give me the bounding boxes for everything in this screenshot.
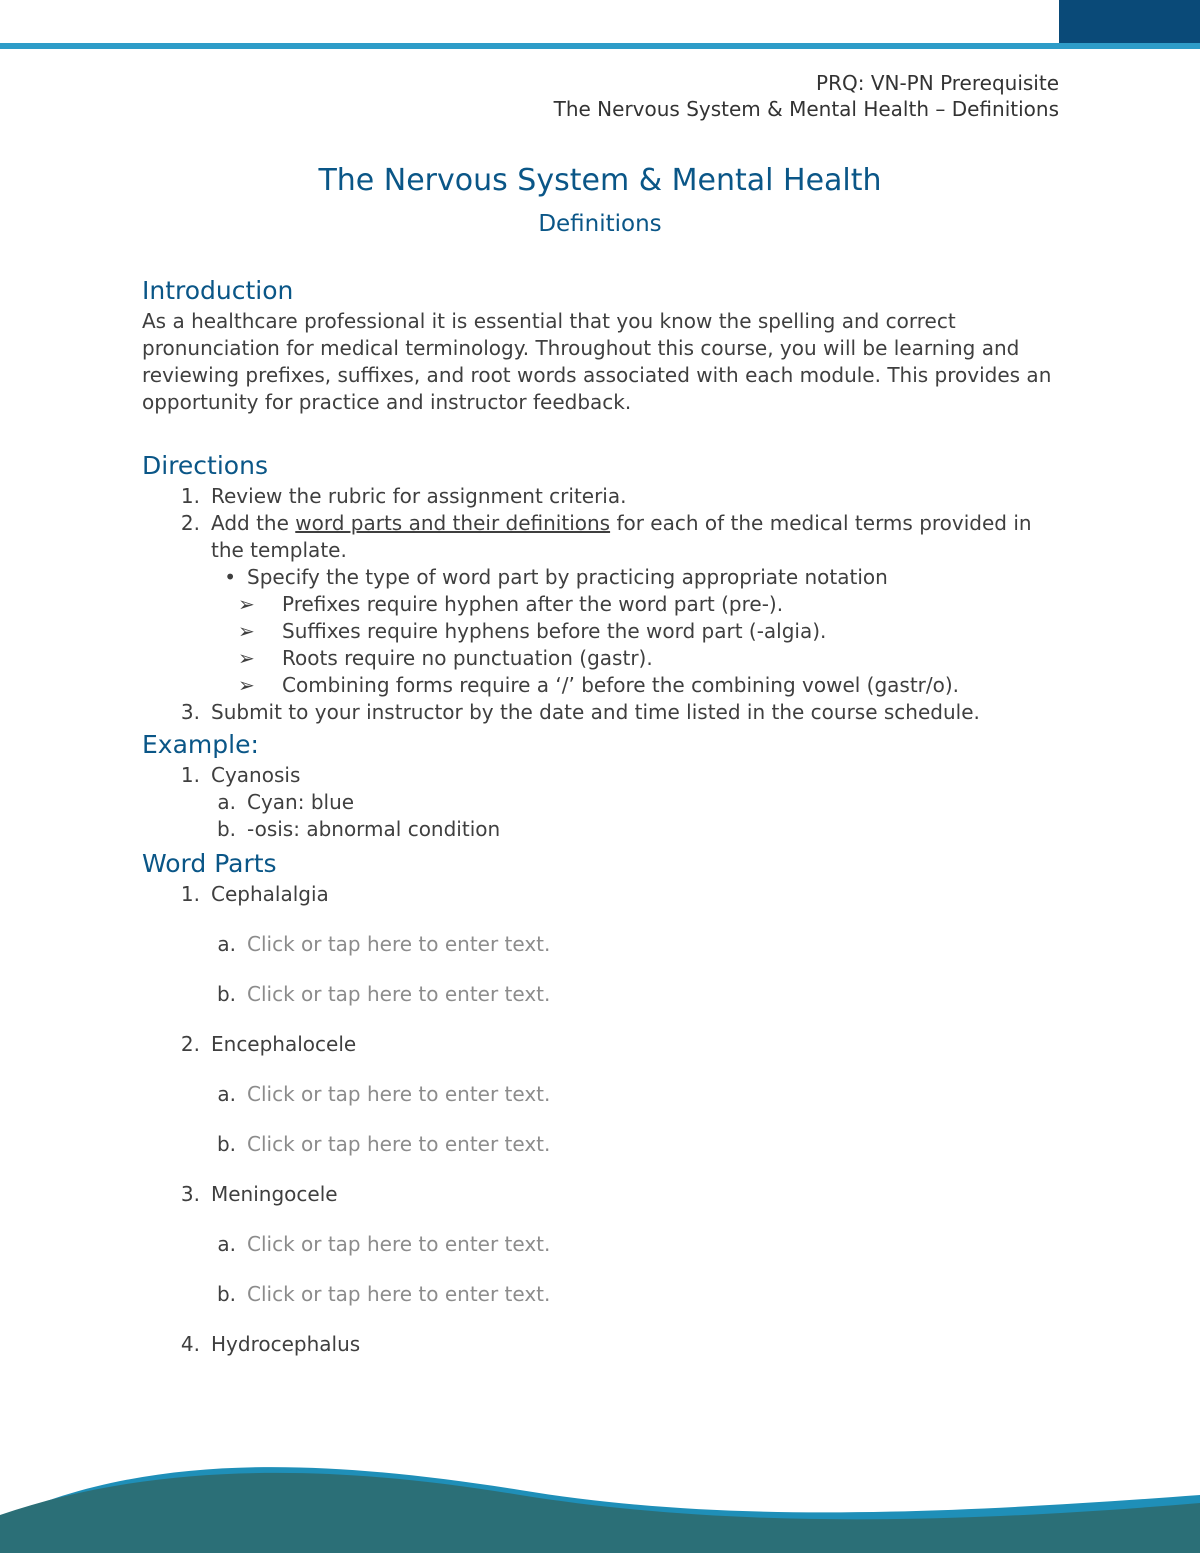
word-parts-link[interactable]: word parts and their definitions	[295, 511, 611, 535]
term-text: Hydrocephalus	[211, 1332, 361, 1356]
step-text: Review the rubric for assignment criteria.	[211, 484, 627, 508]
term-number: 4.	[180, 1332, 200, 1356]
arrow-bullet-icon: ➢	[238, 619, 255, 643]
field-label: a.	[217, 1082, 236, 1106]
rule-text: Combining forms require a ‘/’ before the combining vowel (gastr/o).	[282, 673, 960, 697]
term-text: Cephalalgia	[211, 882, 329, 906]
answer-placeholder[interactable]: Click or tap here to enter text.	[247, 1232, 551, 1256]
example-term	[142, 762, 1062, 789]
answer-field[interactable]	[142, 931, 1062, 958]
step-number: 1.	[180, 484, 200, 508]
field-label: b.	[216, 1132, 236, 1156]
rule-text: Prefixes require hyphen after the word part (pre-).	[282, 592, 784, 616]
part-text: Cyan: blue	[247, 790, 355, 814]
introduction-text: As a healthcare professional it is essential that you know the spelling and correct pronunciation for medical terminology. Throughout this course, you will be learning and reviewing prefixes, suffixes, and root words associated with each module. This provides an opportunity for practice and instructor feedback.	[142, 309, 1052, 414]
notation-rule	[142, 591, 1062, 618]
header-document-title: The Nervous System & Mental Health – Definitions	[553, 97, 1059, 121]
direction-step	[142, 483, 1062, 510]
answer-placeholder[interactable]: Click or tap here to enter text.	[247, 1132, 551, 1156]
notation-rule	[142, 645, 1062, 672]
page-header	[554, 70, 1059, 122]
example-part	[142, 816, 1062, 843]
example-part	[142, 789, 1062, 816]
document-subtitle: Definitions	[538, 211, 662, 237]
step-number: 2.	[180, 511, 200, 535]
field-label: a.	[217, 1232, 236, 1256]
word-term	[142, 1331, 1062, 1358]
term-number: 1.	[180, 882, 200, 906]
answer-placeholder[interactable]: Click or tap here to enter text.	[247, 1082, 551, 1106]
word-parts-heading: Word Parts	[142, 849, 277, 878]
bullet-text: Specify the type of word part by practicing appropriate notation	[247, 565, 888, 589]
field-label: b.	[216, 982, 236, 1006]
answer-field[interactable]	[142, 981, 1062, 1008]
rule-text: Roots require no punctuation (gastr).	[282, 646, 653, 670]
part-label: a.	[217, 790, 236, 814]
document-body	[142, 274, 1062, 1358]
term-text: Meningocele	[211, 1182, 338, 1206]
answer-field[interactable]	[142, 1231, 1062, 1258]
direction-step	[142, 699, 1062, 726]
arrow-bullet-icon: ➢	[238, 673, 255, 697]
document-title: The Nervous System & Mental Health	[318, 163, 882, 198]
example-heading: Example:	[142, 730, 259, 759]
answer-placeholder[interactable]: Click or tap here to enter text.	[247, 982, 551, 1006]
arrow-bullet-icon: ➢	[238, 592, 255, 616]
arrow-bullet-icon: ➢	[238, 646, 255, 670]
footer-wave-decoration	[0, 1455, 1200, 1553]
step-text: Add the	[211, 511, 296, 535]
step-number: 3.	[180, 700, 200, 724]
term-number: 1.	[180, 763, 200, 787]
notation-rule	[142, 672, 1062, 699]
word-term	[142, 1031, 1062, 1058]
notation-rule	[142, 618, 1062, 645]
answer-field[interactable]	[142, 1081, 1062, 1108]
directions-heading: Directions	[142, 451, 268, 480]
top-accent-line	[0, 43, 1200, 49]
field-label: b.	[216, 1282, 236, 1306]
term-number: 3.	[180, 1182, 200, 1206]
answer-placeholder[interactable]: Click or tap here to enter text.	[247, 932, 551, 956]
part-text: -osis: abnormal condition	[247, 817, 501, 841]
direction-step	[142, 510, 1062, 564]
answer-field[interactable]	[142, 1281, 1062, 1308]
step-text: for each of the medical terms provided in the template.	[211, 511, 1032, 562]
bullet-icon: •	[224, 565, 236, 589]
corner-block	[1059, 0, 1200, 43]
word-term	[142, 1181, 1062, 1208]
field-label: a.	[217, 932, 236, 956]
term-number: 2.	[180, 1032, 200, 1056]
term-text: Encephalocele	[211, 1032, 357, 1056]
step-text: Submit to your instructor by the date and time listed in the course schedule.	[211, 700, 980, 724]
answer-field[interactable]	[142, 1131, 1062, 1158]
word-term	[142, 881, 1062, 908]
term-text: Cyanosis	[211, 763, 301, 787]
answer-placeholder[interactable]: Click or tap here to enter text.	[247, 1282, 551, 1306]
header-course: PRQ: VN-PN Prerequisite	[816, 71, 1059, 95]
introduction-heading: Introduction	[142, 276, 294, 305]
direction-bullet	[142, 564, 1062, 591]
rule-text: Suffixes require hyphens before the word part (-algia).	[282, 619, 827, 643]
part-label: b.	[216, 817, 236, 841]
